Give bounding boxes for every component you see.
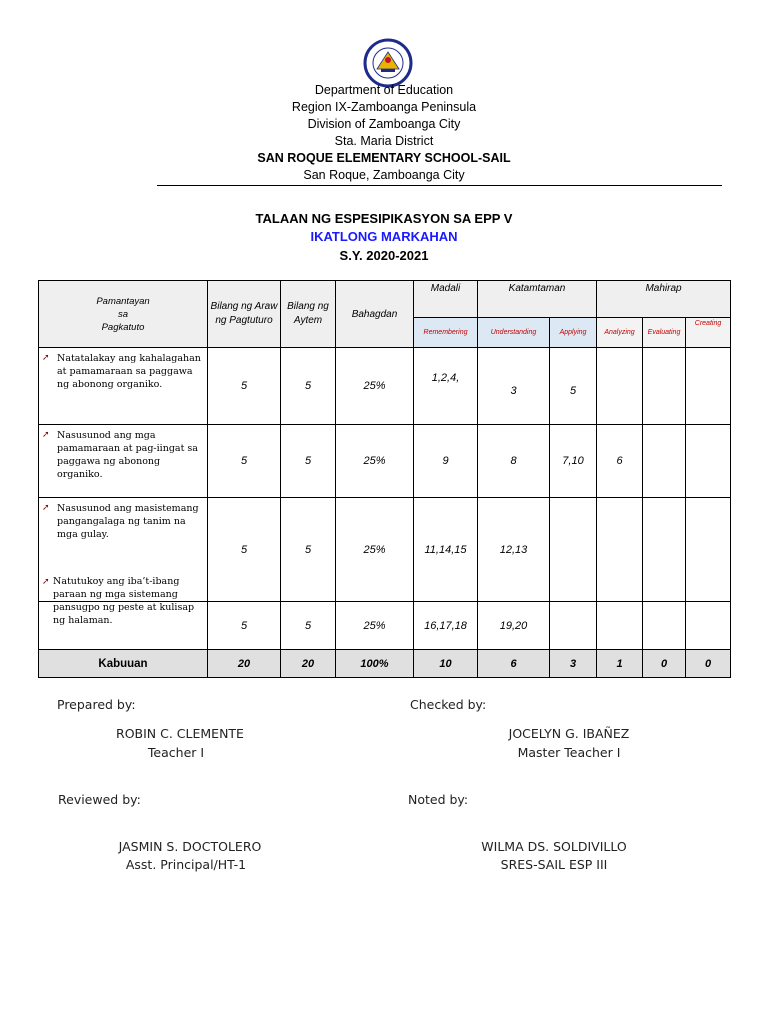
remembering-cell: 1,2,4, (414, 348, 478, 425)
creating-cell (686, 348, 731, 425)
reviewed-title: Asst. Principal/HT-1 (125, 857, 247, 872)
understanding-cell: 8 (478, 425, 550, 498)
applying-cell: 7,10 (550, 425, 597, 498)
aytem-cell: 5 (281, 498, 336, 602)
table-row (39, 425, 731, 498)
creating-cell (686, 425, 731, 498)
analyzing-cell (597, 498, 643, 602)
header-madali: Madali (414, 281, 478, 318)
bahagdan-cell: 25% (336, 348, 414, 425)
araw-cell: 5 (208, 348, 281, 425)
header-pamantayan-1: Pamantayan (96, 295, 150, 307)
noted-title: SRES-SAIL ESP III (500, 857, 608, 872)
aytem-cell: 5 (281, 348, 336, 425)
creating-cell (686, 498, 731, 602)
reviewed-label: Reviewed by: (58, 792, 141, 807)
evaluating-cell (643, 348, 686, 425)
reviewed-name: JASMIN S. DOCTOLERO (118, 839, 262, 854)
school-year: S.Y. 2020-2021 (339, 248, 429, 263)
totals-label: Kabuuan (39, 650, 208, 678)
totals-applying: 3 (550, 650, 597, 678)
aytem-cell: 5 (281, 425, 336, 498)
checked-name: JOCELYN G. IBAÑEZ (508, 726, 630, 741)
level-applying: Applying (550, 318, 597, 348)
header-aytem: Bilang ng Aytem (281, 281, 336, 348)
level-understanding: Understanding (478, 318, 550, 348)
bahagdan-cell: 25% (336, 602, 414, 650)
prepared-label: Prepared by: (57, 697, 136, 712)
bahagdan-cell: 25% (336, 425, 414, 498)
analyzing-cell (597, 602, 643, 650)
totals-row (39, 650, 731, 678)
remembering-cell: 9 (414, 425, 478, 498)
remembering-cell: 11,14,15 (414, 498, 478, 602)
prepared-name: ROBIN C. CLEMENTE (116, 726, 244, 741)
checked-label: Checked by: (410, 697, 487, 712)
araw-cell: 5 (208, 602, 281, 650)
evaluating-cell (643, 498, 686, 602)
evaluating-cell (643, 602, 686, 650)
totals-bahagdan: 100% (336, 650, 414, 678)
applying-cell (550, 498, 597, 602)
totals-araw: 20 (208, 650, 281, 678)
bullet-arrow-icon: ➚ (42, 577, 50, 587)
school-address: San Roque, Zamboanga City (303, 168, 465, 182)
tos-table (38, 280, 731, 678)
understanding-cell: 12,13 (478, 498, 550, 602)
header-line-2: Region IX-Zamboanga Peninsula (291, 100, 477, 114)
noted-name: WILMA DS. SOLDIVILLO (481, 839, 627, 854)
header-line-1: Department of Education (314, 83, 454, 97)
level-analyzing: Analyzing (597, 318, 643, 348)
header-mahirap: Mahirap (597, 281, 731, 318)
totals-analyzing: 1 (597, 650, 643, 678)
bullet-arrow-icon: ➚ (42, 353, 50, 363)
header-line-3: Division of Zamboanga City (307, 117, 461, 131)
understanding-cell: 3 (478, 348, 550, 425)
totals-remembering: 10 (414, 650, 478, 678)
deped-seal (357, 38, 419, 88)
totals-understanding: 6 (478, 650, 550, 678)
bullet-arrow-icon: ➚ (42, 503, 50, 513)
bullet-arrow-icon: ➚ (42, 430, 50, 440)
competency-cell (39, 348, 208, 425)
prepared-title: Teacher I (147, 745, 205, 760)
header-pamantayan (39, 281, 208, 348)
aytem-cell: 5 (281, 602, 336, 650)
school-name: SAN ROQUE ELEMENTARY SCHOOL-SAIL (257, 151, 511, 165)
totals-evaluating: 0 (643, 650, 686, 678)
header-araw: Bilang ng Araw ng Pagtuturo (208, 281, 281, 348)
competency-text: Natutukoy ang iba’t-ibang paraan ng mga sistemang pansugpo ng peste at kulisap ng halaman. (53, 576, 195, 626)
bahagdan-cell: 25% (336, 498, 414, 602)
header-pamantayan-3: Pagkatuto (101, 321, 145, 333)
competency-cell (39, 425, 208, 498)
header-katamtaman: Katamtaman (478, 281, 597, 318)
araw-cell: 5 (208, 498, 281, 602)
remembering-cell: 16,17,18 (414, 602, 478, 650)
competency-cell (39, 576, 208, 650)
level-evaluating: Evaluating (643, 318, 686, 348)
araw-cell: 5 (208, 425, 281, 498)
table-row (39, 348, 731, 425)
totals-aytem: 20 (281, 650, 336, 678)
competency-text: Nasusunod ang mga pamamaraan at pag-iingat sa paggawa ng abonong organiko. (57, 430, 198, 480)
noted-label: Noted by: (408, 792, 469, 807)
analyzing-cell: 6 (597, 425, 643, 498)
competency-text: Natatalakay ang kahalagahan at pamamaraan sa paggawa ng abonong organiko. (57, 353, 201, 390)
totals-creating: 0 (686, 650, 731, 678)
competency-text: Nasusunod ang masistemang pangangalaga ng tanim na mga gulay. (57, 503, 199, 540)
creating-cell (686, 602, 731, 650)
level-creating: Creating (686, 318, 731, 348)
header-bahagdan: Bahagdan (336, 281, 414, 348)
document-title: TALAAN NG ESPESIPIKASYON SA EPP V (255, 211, 513, 226)
analyzing-cell (597, 348, 643, 425)
applying-cell: 5 (550, 348, 597, 425)
evaluating-cell (643, 425, 686, 498)
header-line-4: Sta. Maria District (334, 134, 434, 148)
header-divider (157, 185, 722, 186)
quarter-title: IKATLONG MARKAHAN (310, 229, 458, 244)
header-pamantayan-2: sa (117, 308, 129, 320)
level-remembering: Remembering (414, 318, 478, 348)
understanding-cell: 19,20 (478, 602, 550, 650)
checked-title: Master Teacher I (517, 745, 621, 760)
table-row (39, 602, 731, 650)
applying-cell (550, 602, 597, 650)
